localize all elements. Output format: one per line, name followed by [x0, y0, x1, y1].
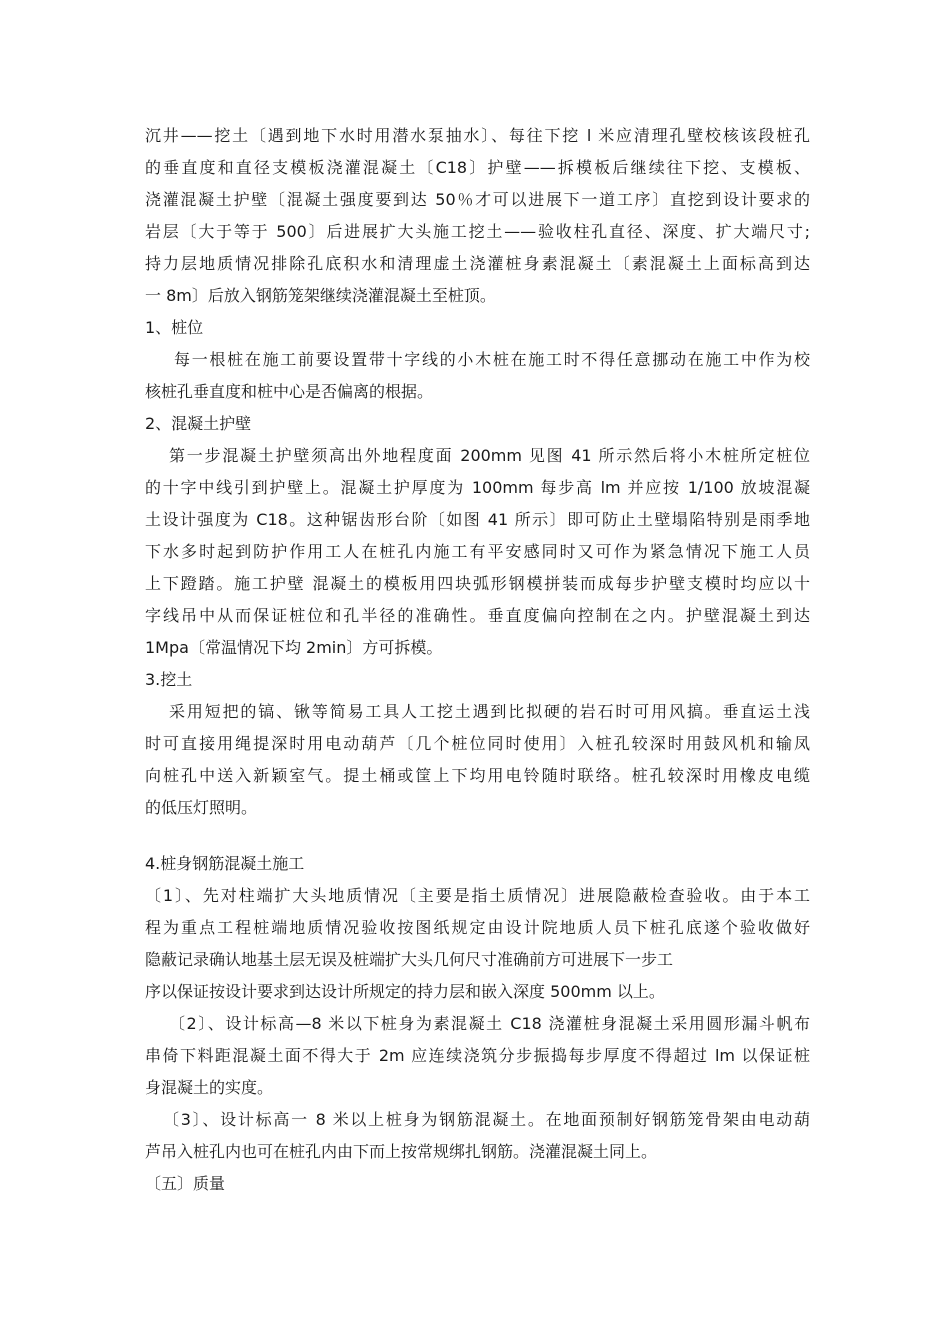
text-line: 浇灌混凝土护壁〔混凝土强度要到达 50％才可以进展下一道工序〕直挖到设计要求的 — [145, 190, 810, 209]
text-line: 持力层地质情况排除孔底积水和清理虚土浇灌桩身素混凝土〔素混凝土上面标高到达 — [145, 254, 810, 273]
text-line: 串倚下料距混凝土面不得大于 2m 应连续浇筑分步振捣每步厚度不得超过 lm 以保证桩 — [145, 1046, 810, 1065]
text-line: 沉井——挖土〔遇到地下水时用潜水泵抽水〕、每往下挖 l 米应清理孔壁校核该段桩孔 — [145, 126, 810, 145]
text-line: 采用短把的镐、锹等简易工具人工挖土遇到比拟硬的岩石时可用风搞。垂直运土浅 — [169, 702, 810, 721]
text-line: 序以保证按设计要求到达设计所规定的持力层和嵌入深度 500mm 以上。 — [145, 982, 665, 1001]
section-4-item-1 — [145, 880, 810, 1008]
text-line: 隐蔽记录确认地基土层无误及桩端扩大头几何尺寸准确前方可进展下一步工 — [145, 950, 674, 969]
text-line: 字线吊中从而保证桩位和孔半径的准确性。垂直度偏向控制在之内。护壁混凝土到达 — [145, 606, 810, 625]
paragraph-gap — [145, 824, 810, 848]
section-1-paragraph — [145, 344, 810, 408]
text-line: 土设计强度为 C18。这种锯齿形台阶〔如图 41 所示〕即可防止土壁塌陷特别是雨季地 — [145, 510, 810, 529]
section-heading-5: 〔五〕质量 — [145, 1174, 226, 1193]
text-line: 的低压灯照明。 — [145, 798, 258, 817]
text-line: 〔3〕、设计标高一 8 米以上桩身为钢筋混凝土。在地面预制好钢筋笼骨架由电动葫 — [163, 1110, 810, 1129]
text-line: 下水多时起到防护作用工人在桩孔内施工有平安感同时又可作为紧急情况下施工人员 — [145, 542, 810, 561]
text-line: 芦吊入桩孔内也可在桩孔内由下而上按常规绑扎钢筋。浇灌混凝土同上。 — [145, 1142, 658, 1161]
section-2-paragraph — [145, 440, 810, 664]
intro-paragraph — [145, 120, 810, 312]
text-line: 的垂直度和直径支模板浇灌混凝土〔C18〕护壁——拆模板后继续往下挖、支模板、 — [145, 158, 810, 177]
text-line: 身混凝土的实度。 — [145, 1078, 274, 1097]
section-heading-1: 1、桩位 — [145, 318, 204, 337]
text-line: 〔1〕、先对柱端扩大头地质情况〔主要是指土质情况〕进展隐蔽检查验收。由于本工 — [145, 886, 810, 905]
text-line: 每一根桩在施工前要设置带十字线的小木桩在施工时不得任意挪动在施工中作为校 — [174, 350, 810, 369]
section-heading-2: 2、混凝土护壁 — [145, 414, 252, 433]
text-line: 一 8m〕后放入钢筋笼架继续浇灌混凝土至桩顶。 — [145, 286, 496, 305]
text-line: 第一步混凝土护壁须高出外地程度面 200mm 见图 41 所示然后将小木桩所定桩位 — [169, 446, 810, 465]
section-3-paragraph — [145, 696, 810, 824]
text-line: 的十字中线引到护壁上。混凝土护厚度为 100mm 每步高 lm 并应按 1/100 放坡混凝 — [145, 478, 810, 497]
text-line: 1Mpa〔常温情况下均 2min〕方可拆模。 — [145, 638, 443, 657]
text-line: 时可直接用绳提深时用电动葫芦〔几个桩位同时使用〕入桩孔较深时用鼓风机和输凤 — [145, 734, 810, 753]
section-4-item-3 — [145, 1104, 810, 1168]
text-line: 向桩孔中送入新颖室气。提土桶或筐上下均用电铃随时联络。桩孔较深时用橡皮电缆 — [145, 766, 810, 785]
text-line: 上下蹬踏。施工护壁 混凝土的模板用四块弧形钢模拼装而成每步护壁支模时均应以十 — [145, 574, 810, 593]
section-4-item-2 — [145, 1008, 810, 1104]
document-page — [145, 120, 810, 1200]
section-heading-3: 3.挖土 — [145, 670, 193, 689]
section-heading-4: 4.桩身钢筋混凝土施工 — [145, 854, 305, 873]
text-line: 岩层〔大于等于 500〕后进展扩大头施工挖土——验收柱孔直径、深度、扩大端尺寸; — [145, 222, 810, 241]
text-line: 核桩孔垂直度和桩中心是否偏离的根据。 — [145, 382, 434, 401]
text-line: 〔2〕、设计标高—8 米以下桩身为素混凝土 C18 浇灌桩身混凝土采用圆形漏斗帆布 — [169, 1014, 810, 1033]
text-line: 程为重点工程桩端地质情况验收按图纸规定由设计院地质人员下桩孔底遂个验收做好 — [145, 918, 810, 937]
